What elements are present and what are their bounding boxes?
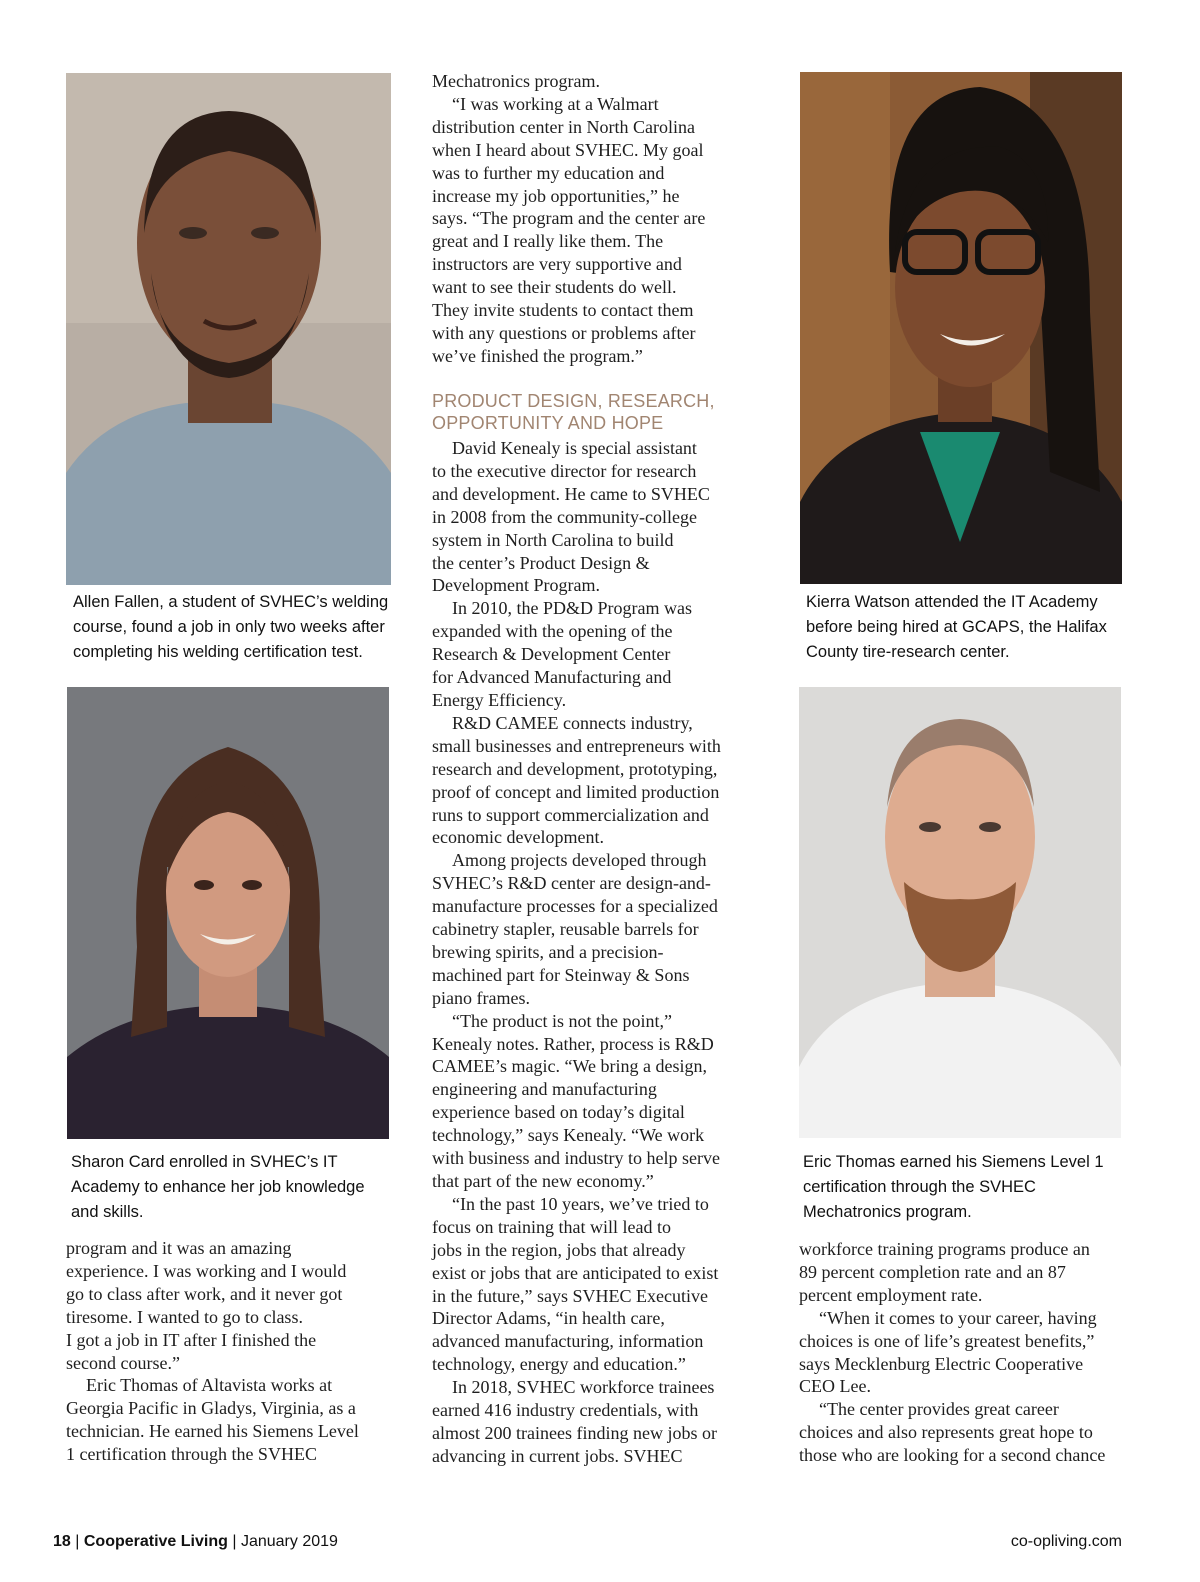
body-line: CAMEE’s magic. “We bring a design, xyxy=(432,1056,707,1077)
body-line: piano frames. xyxy=(432,987,530,1008)
website-link[interactable] xyxy=(1011,1533,1122,1551)
body-line: In 2018, SVHEC workforce trainees xyxy=(452,1377,715,1398)
body-line: in the future,” says SVHEC Executive xyxy=(432,1285,708,1306)
caption-line: County tire-research center. xyxy=(806,643,1010,661)
body-line: earned 416 industry credentials, with xyxy=(432,1400,699,1421)
article-column-2 xyxy=(432,437,772,1468)
body-line: R&D CAMEE connects industry, xyxy=(452,712,693,733)
body-line: system in North Carolina to build xyxy=(432,529,674,550)
article-column-3 xyxy=(799,1238,1144,1467)
body-line: says Mecklenburg Electric Cooperative xyxy=(799,1353,1084,1374)
body-line: program and it was an amazing xyxy=(66,1238,292,1258)
body-line: CEO Lee. xyxy=(799,1376,871,1397)
body-line: choices is one of life’s greatest benefits,” xyxy=(799,1330,1095,1351)
body-line: machined part for Steinway & Sons xyxy=(432,964,690,985)
body-line: “In the past 10 years, we’ve tried to xyxy=(452,1193,709,1214)
body-line: jobs in the region, jobs that already xyxy=(432,1239,686,1260)
body-line: 89 percent completion rate and an 87 xyxy=(799,1261,1066,1282)
body-line: increase my job opportunities,” he xyxy=(432,185,680,206)
body-line: with business and industry to help serve xyxy=(432,1148,720,1169)
body-line: “The center provides great career xyxy=(819,1399,1059,1420)
body-line: those who are looking for a second chance xyxy=(799,1445,1106,1466)
caption-line: and skills. xyxy=(71,1203,144,1221)
body-line: proof of concept and limited production xyxy=(432,781,720,802)
body-line: expanded with the opening of the xyxy=(432,621,673,642)
body-line: Energy Efficiency. xyxy=(432,689,567,710)
photo-caption-kierra xyxy=(806,590,1136,665)
body-line: advanced manufacturing, information xyxy=(432,1331,704,1352)
photo-eric-thomas xyxy=(799,687,1121,1138)
body-line: percent employment rate. xyxy=(799,1284,983,1305)
caption-line: Academy to enhance her job knowledge xyxy=(71,1178,365,1196)
body-line: small businesses and entrepreneurs with xyxy=(432,735,721,756)
body-line: manufacture processes for a specialized xyxy=(432,896,718,917)
body-line: Director Adams, “in health care, xyxy=(432,1308,665,1329)
caption-line: Mechatronics program. xyxy=(803,1203,972,1221)
body-line: SVHEC’s R&D center are design-and- xyxy=(432,873,711,894)
caption-line: completing his welding certification test. xyxy=(73,643,363,661)
body-line: 1 certification through the SVHEC xyxy=(66,1444,317,1465)
article-column-1 xyxy=(66,1237,401,1466)
section-heading xyxy=(432,390,715,434)
body-line: brewing spirits, and a precision- xyxy=(432,941,664,962)
body-line: runs to support commercialization and xyxy=(432,804,709,825)
body-line: when I heard about SVHEC. My goal xyxy=(432,139,704,160)
body-line: experience. I was working and I would xyxy=(66,1260,347,1281)
body-line: technician. He earned his Siemens Level xyxy=(66,1421,359,1442)
body-line: Research & Development Center xyxy=(432,644,671,665)
body-line: They invite students to contact them xyxy=(432,300,694,321)
photo-sharon-card xyxy=(67,687,389,1139)
body-line: “When it comes to your career, having xyxy=(819,1307,1097,1328)
page-footer xyxy=(53,1533,338,1551)
body-line: cabinetry stapler, reusable barrels for xyxy=(432,919,699,940)
body-line: exist or jobs that are anticipated to exist xyxy=(432,1262,719,1283)
body-line: advancing in current jobs. SVHEC xyxy=(432,1445,683,1466)
body-line: Development Program. xyxy=(432,575,600,596)
caption-line: Sharon Card enrolled in SVHEC’s IT xyxy=(71,1153,338,1171)
heading-line: OPPORTUNITY AND HOPE xyxy=(432,413,664,433)
body-line: workforce training programs produce an xyxy=(799,1239,1090,1259)
caption-line: Eric Thomas earned his Siemens Level 1 xyxy=(803,1153,1104,1171)
body-line: choices and also represents great hope to xyxy=(799,1422,1093,1443)
body-line: engineering and manufacturing xyxy=(432,1079,657,1100)
body-line: “I was working at a Walmart xyxy=(452,93,659,114)
body-line: technology,” says Kenealy. “We work xyxy=(432,1125,705,1146)
body-line: we’ve finished the program.” xyxy=(432,345,643,366)
caption-line: Allen Fallen, a student of SVHEC’s welding xyxy=(73,593,389,611)
body-line: David Kenealy is special assistant xyxy=(452,438,697,458)
body-line: Mechatronics program. xyxy=(432,71,600,91)
body-line: instructors are very supportive and xyxy=(432,254,682,275)
body-line: Eric Thomas of Altavista works at xyxy=(86,1375,333,1396)
issue-date: January 2019 xyxy=(240,1533,338,1550)
website-text[interactable]: co-opliving.com xyxy=(1010,1533,1122,1550)
body-line: the center’s Product Design & xyxy=(432,552,650,573)
body-line: “The product is not the point,” xyxy=(452,1010,672,1031)
body-line: experience based on today’s digital xyxy=(432,1102,685,1123)
body-line: great and I really like them. The xyxy=(432,231,664,252)
body-line: technology, energy and education.” xyxy=(432,1354,686,1375)
body-line: economic development. xyxy=(432,827,604,848)
body-line: Georgia Pacific in Gladys, Virginia, as a xyxy=(66,1398,356,1419)
caption-line: certification through the SVHEC xyxy=(803,1178,1036,1196)
footer-separator: | xyxy=(75,1533,80,1550)
photo-caption-allen xyxy=(73,590,403,665)
body-line: almost 200 trainees finding new jobs or xyxy=(432,1422,717,1443)
body-line: for Advanced Manufacturing and xyxy=(432,667,672,688)
body-line: focus on training that will lead to xyxy=(432,1216,671,1237)
magazine-name: Cooperative Living xyxy=(83,1533,228,1550)
body-line: to the executive director for research xyxy=(432,460,697,481)
photo-caption-eric xyxy=(803,1150,1133,1225)
heading-line: PRODUCT DESIGN, RESEARCH, xyxy=(432,391,715,411)
footer-separator: | xyxy=(232,1533,237,1550)
article-column-2-top xyxy=(432,70,772,368)
body-line: In 2010, the PD&D Program was xyxy=(452,598,692,619)
page-number: 18 xyxy=(53,1533,71,1550)
photo-kierra-watson xyxy=(800,72,1122,584)
caption-line: course, found a job in only two weeks after xyxy=(73,618,385,636)
body-line: says. “The program and the center are xyxy=(432,208,706,229)
body-line: with any questions or problems after xyxy=(432,322,696,343)
body-line: research and development, prototyping, xyxy=(432,758,718,779)
body-line: Kenealy notes. Rather, process is R&D xyxy=(432,1033,714,1054)
body-line: in 2008 from the community-college xyxy=(432,506,697,527)
body-line: go to class after work, and it never got xyxy=(66,1283,343,1304)
body-line: I got a job in IT after I finished the xyxy=(66,1329,317,1350)
body-line: was to further my education and xyxy=(432,162,665,183)
caption-line: before being hired at GCAPS, the Halifax xyxy=(806,618,1107,636)
body-line: want to see their students do well. xyxy=(432,277,677,298)
photo-allen-fallen xyxy=(66,73,391,585)
body-line: tiresome. I wanted to go to class. xyxy=(66,1306,303,1327)
body-line: second course.” xyxy=(66,1352,180,1373)
body-line: and development. He came to SVHEC xyxy=(432,483,710,504)
body-line: that part of the new economy.” xyxy=(432,1171,654,1191)
photo-caption-sharon xyxy=(71,1150,401,1225)
caption-line: Kierra Watson attended the IT Academy xyxy=(806,593,1098,611)
body-line: distribution center in North Carolina xyxy=(432,116,695,137)
body-line: Among projects developed through xyxy=(452,850,707,871)
